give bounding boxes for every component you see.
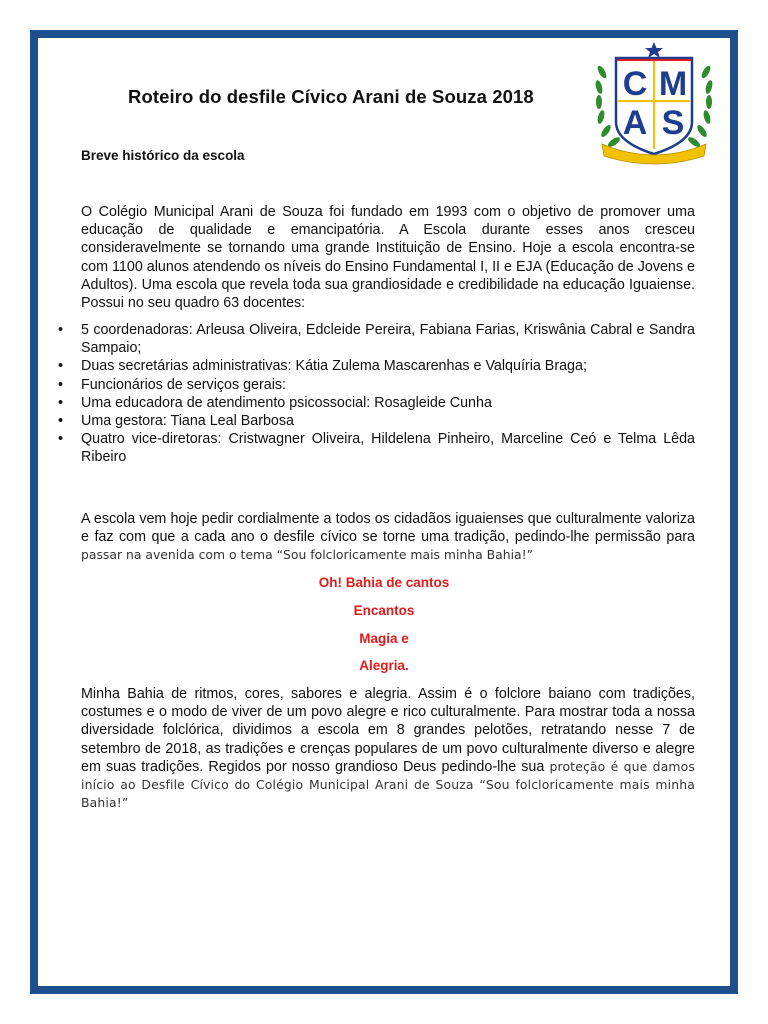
list-item — [58, 412, 695, 430]
list-item-text: Duas secretárias administrativas: Kátia Zulema Mascarenhas e Valquíria Braga; — [81, 358, 587, 375]
list-item — [58, 321, 695, 357]
list-item — [58, 376, 695, 394]
section-heading: Breve histórico da escola — [81, 148, 245, 163]
bullet-icon: • — [58, 358, 64, 375]
document-title: Roteiro do desfile Cívico Arani de Souza 2018 — [128, 86, 534, 107]
bullet-icon: • — [58, 413, 64, 430]
bullet-icon: • — [58, 376, 64, 393]
closing-theme-text: proteção é que damos início ao Desfile Cívico do Colégio Municipal Arani de Souza “Sou folcloricamente mais minha Bahia!” — [81, 758, 695, 811]
logo-letter-m: M — [658, 65, 688, 103]
list-item-text: Uma educadora de atendimento psicossocial: Rosagleide Cunha — [81, 394, 492, 411]
list-item-text: Uma gestora: Tiana Leal Barbosa — [81, 413, 294, 430]
list-item — [58, 394, 695, 412]
list-item — [58, 430, 695, 466]
school-crest-icon — [590, 42, 718, 166]
bullet-icon: • — [58, 394, 64, 411]
list-item — [58, 357, 695, 375]
logo-letter-s: S — [661, 104, 685, 142]
staff-list — [58, 321, 695, 467]
logo-letter-c: C — [622, 65, 648, 103]
logo-letter-a: A — [622, 104, 648, 142]
closing-paragraph — [81, 685, 695, 812]
list-item-text: Quatro vice-diretoras: Cristwagner Oliveira, Hildelena Pinheiro, Marceline Ceó e Telma Lêda Ribeiro — [81, 431, 695, 466]
list-item-text: 5 coordenadoras: Arleusa Oliveira, Edcleide Pereira, Fabiana Farias, Kriswânia Cabral e Sandra Sampaio; — [81, 322, 695, 357]
bullet-icon: • — [58, 322, 64, 338]
verse-line-2: Encantos — [353, 603, 415, 618]
list-item-text: Funcionários de serviços gerais: — [81, 376, 287, 393]
request-text: A escola vem hoje pedir cordialmente a todos os cidadãos iguaienses que culturalmente valoriza e faz com que a cada ano o desfile cívico se torne uma tradição, pedindo-lhe permissão para — [81, 511, 695, 546]
closing-text: Minha Bahia de ritmos, cores, sabores e alegria. Assim é o folclore baiano com tradições, costumes e o modo de viver de um povo alegre e rico culturalmente. Para mostrar toda a nossa diversidade folclórica, dividimos a escola em 8 grandes pelotões, retratando nesse 7 de setembro de 2018, as tradições e crenças populares de um povo culturalmente diverso e alegre em suas tradições. Regidos por nosso grandioso Deus pedindo-lhe sua — [81, 686, 695, 775]
verse-line-4: Alegria. — [359, 658, 409, 673]
intro-paragraph: O Colégio Municipal Arani de Souza foi fundado em 1993 com o objetivo de promover uma educação de qualidade e emancipatória. A Escola durante esses anos cresceu consideravelmente se tornando uma grande Instituição de Ensino. Hoje a escola encontra-se com 1100 alunos atendendo os níveis do Ensino Fundamental I, II e EJA (Educação de Jovens e Adultos). Uma escola que revela toda sua grandiosidade e credibilidade na educação Iguaiense. Possui no seu quadro 63 docentes: — [81, 204, 695, 312]
verse-line-3: Magia e — [359, 631, 409, 646]
request-paragraph — [81, 510, 695, 565]
request-theme-text: passar na avenida com o tema “Sou folcloricamente mais minha Bahia!” — [81, 547, 534, 563]
bullet-icon: • — [58, 431, 64, 448]
verse-line-1: Oh! Bahia de cantos — [318, 575, 450, 590]
